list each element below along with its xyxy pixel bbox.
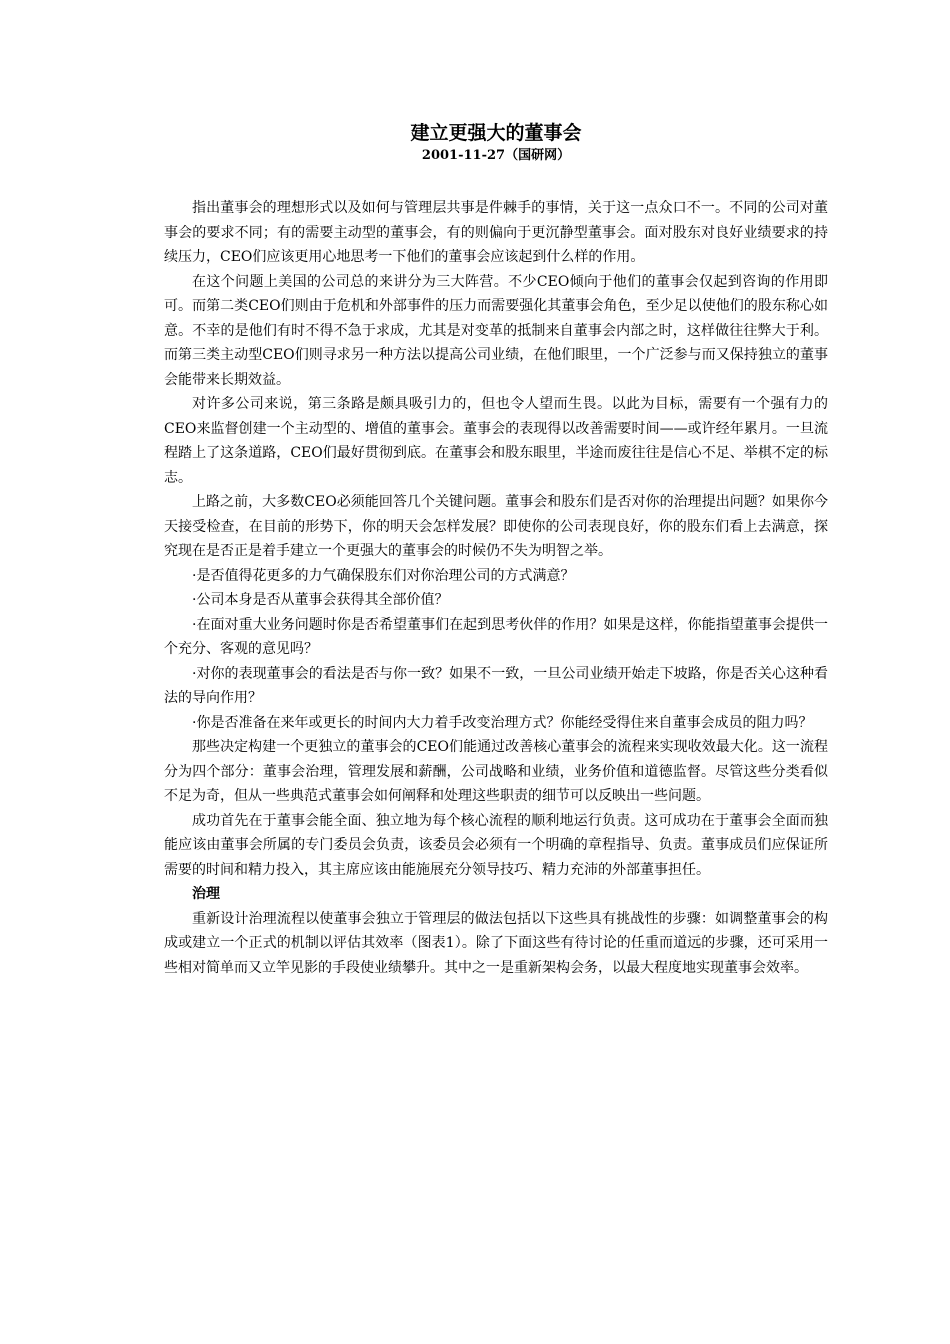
bullet-question: ·你是否准备在来年或更长的时间内大力着手改变治理方式？你能经受得住来自董事会成员的阻力吗？ — [192, 714, 813, 731]
bullet-question: ·公司本身是否从董事会获得其全部价值？ — [192, 592, 449, 608]
document-page — [164, 120, 828, 980]
paragraph: 成功首先在于董事会能全面、独立地为每个核心流程的顺利地运行负责。这可成功在于董事会全面而独能应该由董事会所属的专门委员会负责，该委员会必须有一个明确的章程指导、负责。董事成员们应保证所需要的时间和精力投入，其主席应该由能施展充分领导技巧、精力充沛的外部董事担任。 — [164, 812, 828, 878]
bullet-question: ·是否值得花更多的力气确保股东们对你治理公司的方式满意？ — [192, 567, 575, 584]
bullet-question: ·在面对重大业务问题时你是否希望董事们在起到思考伙伴的作用？如果是这样，你能指望董事会提供一个充分、客观的意见吗？ — [164, 616, 828, 657]
paragraph: 上路之前，大多数CEO必须能回答几个关键问题。董事会和股东们是否对你的治理提出问题？如果你今天接受检查，在目前的形势下，你的明天会怎样发展？即使你的公司表现良好，你的股东们看上去满意，探究现在是否正是着手建立一个更强大的董事会的时候仍不失为明智之举。 — [164, 494, 828, 559]
bullet-question: ·对你的表现董事会的看法是否与你一致？如果不一致，一旦公司业绩开始走下坡路，你是否关心这种看法的导向作用？ — [164, 665, 828, 706]
paragraph: 那些决定构建一个更独立的董事会的CEO们能通过改善核心董事会的流程来实现收效最大化。这一流程分为四个部分：董事会治理，管理发展和薪酬，公司战略和业绩，业务价值和道德监督。尽管这些分类看似不足为奇，但从一些典范式董事会如何阐释和处理这些职责的细节可以反映出一些问题。 — [164, 739, 828, 804]
document-title: 建立更强大的董事会 — [410, 122, 582, 144]
paragraph: 对许多公司来说，第三条路是颇具吸引力的，但也令人望而生畏。以此为目标，需要有一个强有力的CEO来监督创建一个主动型的、增值的董事会。董事会的表现得以改善需要时间——或许经年累月。一旦流程踏上了这条道路，CEO们最好贯彻到底。在董事会和股东眼里，半途而废往往是信心不足、举棋不定的标志。 — [164, 396, 828, 486]
paragraph: 在这个问题上美国的公司总的来讲分为三大阵营。不少CEO倾向于他们的董事会仅起到咨询的作用即可。而第二类CEO们则由于危机和外部事件的压力而需要强化其董事会角色，至少足以使他们的股东称心如意。不幸的是他们有时不得不急于求成，尤其是对变革的抵制来自董事会内部之时，这样做往往弊大于利。而第三类主动型CEO们则寻求另一种方法以提高公司业绩，在他们眼里，一个广泛参与而又保持独立的董事会能带来长期效益。 — [164, 273, 828, 388]
paragraph: 指出董事会的理想形式以及如何与管理层共事是件棘手的事情，关于这一点众口不一。不同的公司对董事会的要求不同；有的需要主动型的董事会，有的则偏向于更沉静型董事会。面对股东对良好业绩要求的持续压力，CEO们应该更用心地思考一下他们的董事会应该起到什么样的作用。 — [164, 200, 828, 265]
paragraph: 重新设计治理流程以使董事会独立于管理层的做法包括以下这些具有挑战性的步骤：如调整董事会的构成或建立一个正式的机制以评估其效率（图表1）。除了下面这些有待讨论的任重而道远的步骤，还可采用一些相对简单而又立竿见影的手段使业绩攀升。其中之一是重新架构会务，以最大程度地实现董事会效率。 — [164, 910, 828, 976]
document-body — [164, 196, 828, 980]
document-date-source: 2001-11-27（国研网） — [421, 148, 571, 163]
section-heading: 治理 — [192, 886, 220, 902]
